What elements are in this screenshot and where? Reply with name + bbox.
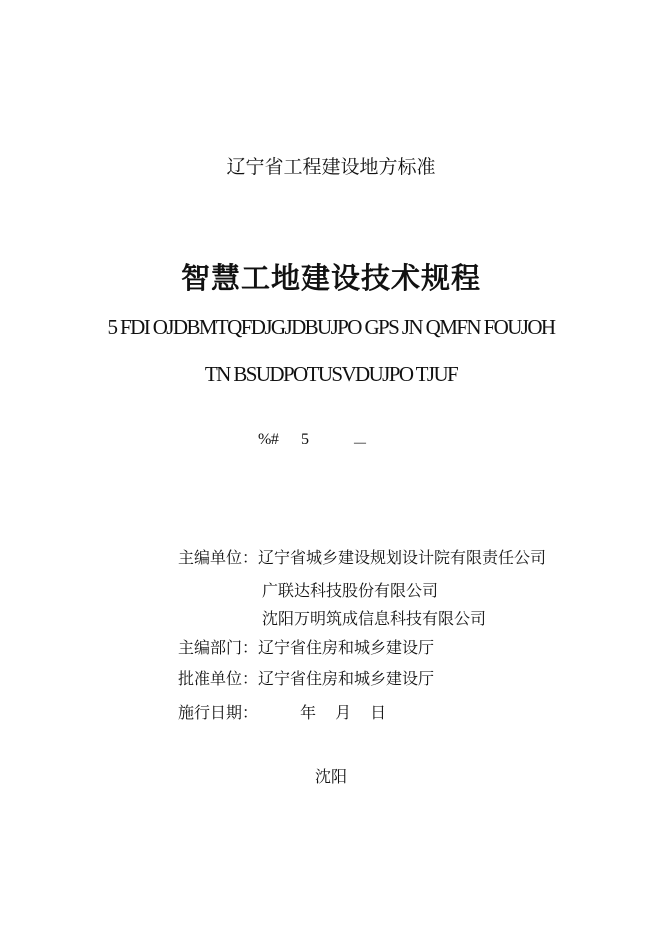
english-title-line-2: TN BSUDPOTUSVDUJPO TJUF (204, 362, 458, 386)
effective-date-row (178, 703, 258, 723)
chief-dept-row (178, 638, 434, 658)
publication-city: 沈阳 (314, 767, 347, 786)
standard-code (0, 431, 662, 453)
document-title: 智慧工地建设技术规程 (180, 261, 481, 295)
chief-unit-1: 辽宁省城乡建设规划设计院有限责任公司 (258, 548, 547, 567)
chief-unit-2: 广联达科技股份有限公司 (262, 581, 439, 600)
approval-row (178, 669, 434, 689)
chief-unit-3: 沈阳万明筑成信息科技有限公司 (262, 609, 487, 628)
effective-date-label: 施行日期： (178, 703, 259, 722)
standard-code-prefix: %# (258, 431, 279, 448)
chief-units-label: 主编单位： (178, 548, 259, 567)
effective-date-value: 年 月 日 (300, 703, 387, 722)
approval-label: 批准单位： (178, 669, 259, 688)
approval-value: 辽宁省住房和城乡建设厅 (258, 669, 435, 688)
standard-code-dash: － (352, 434, 369, 453)
standard-code-number: 5 (301, 431, 309, 448)
chief-dept-label: 主编部门： (178, 638, 259, 657)
chief-units-row (178, 548, 546, 568)
standard-series-heading: 辽宁省工程建设地方标准 (226, 156, 436, 178)
english-title-line-1: 5 FDI OJDBMTQFDJGJDBUJPO GPS JN QMFN FOUJOH (107, 315, 555, 339)
chief-dept-value: 辽宁省住房和城乡建设厅 (258, 638, 435, 657)
